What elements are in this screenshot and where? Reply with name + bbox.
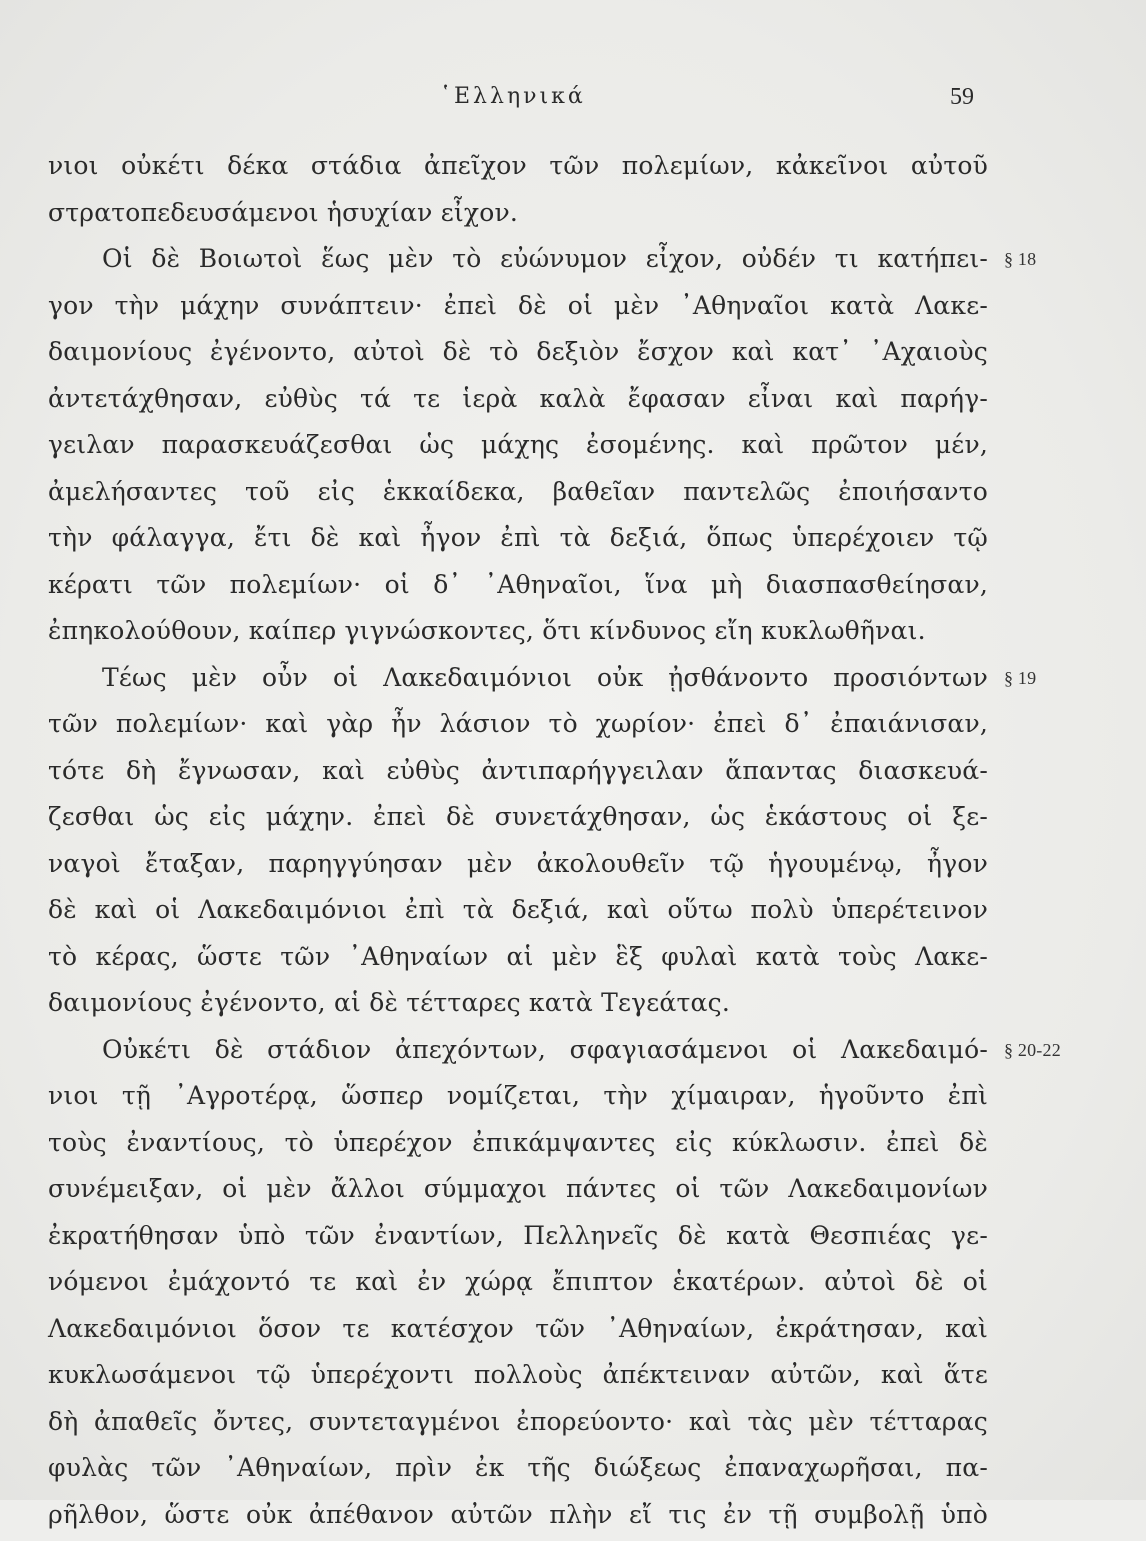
page-header: [0, 84, 1146, 114]
text-line: [48, 1123, 988, 1170]
text-line: [48, 1076, 988, 1123]
text-line: [48, 565, 988, 612]
text-line-content: Τέως μὲν οὖν οἱ Λακεδαιμόνιοι οὐκ ᾐσθάνοντο προσιόντων: [102, 663, 988, 692]
text-line: [48, 1448, 988, 1495]
text-line: [48, 425, 988, 472]
section-marker: § 18: [1004, 239, 1036, 279]
text-line-content: Οὐκέτι δὲ στάδιον ἀπεχόντων, σφαγιασάμενοι οἱ Λακεδαιμό-: [102, 1035, 988, 1064]
text-line: [48, 1495, 988, 1541]
text-line: [48, 1309, 988, 1356]
text-line: [48, 1262, 988, 1309]
text-line-content: τὴν φάλαγγα, ἔτι δὲ καὶ ἦγον ἐπὶ τὰ δεξιά, ὅπως ὑπερέχοιεν τῷ: [48, 523, 988, 552]
text-line: [48, 1216, 988, 1263]
text-line-content: τότε δὴ ἔγνωσαν, καὶ εὐθὺς ἀντιπαρήγγειλαν ἅπαντας διασκευά-: [48, 756, 988, 785]
text-line: [48, 983, 988, 1030]
text-line: [48, 1355, 988, 1402]
text-line-content: τὸ κέρας, ὥστε τῶν ᾿Αθηναίων αἱ μὲν ἓξ φυλαὶ κατὰ τοὺς Λακε-: [48, 942, 988, 971]
text-line-content: ἐπηκολούθουν, καίπερ γιγνώσκοντες, ὅτι κίνδυνος εἴη κυκλωθῆναι.: [48, 616, 926, 645]
text-line-content: ρῆλθον, ὥστε οὐκ ἀπέθανον αὐτῶν πλὴν εἴ τις ἐν τῇ συμβολῇ ὑπὸ: [48, 1500, 988, 1529]
text-line: [48, 704, 988, 751]
text-line: [48, 1030, 988, 1077]
text-line: [48, 332, 988, 379]
text-line: [48, 890, 988, 937]
text-line: [48, 146, 988, 193]
text-line-content: νιοι τῇ ᾿Αγροτέρᾳ, ὥσπερ νομίζεται, τὴν χίμαιραν, ἡγοῦντο ἐπὶ: [48, 1081, 988, 1110]
text-line-content: γον τὴν μάχην συνάπτειν· ἐπεὶ δὲ οἱ μὲν ᾿Αθηναῖοι κατὰ Λακε-: [48, 291, 988, 320]
text-line-content: ζεσθαι ὡς εἰς μάχην. ἐπεὶ δὲ συνετάχθησαν, ὡς ἑκάστους οἱ ξε-: [48, 802, 988, 831]
text-line-content: ἐκρατήθησαν ὑπὸ τῶν ἐναντίων, Πελληνεῖς δὲ κατὰ Θεσπιέας γε-: [48, 1221, 988, 1250]
text-line-content: συνέμειξαν, οἱ μὲν ἄλλοι σύμμαχοι πάντες οἱ τῶν Λακεδαιμονίων: [48, 1174, 988, 1203]
text-line: [48, 472, 988, 519]
section-marker: § 20-22: [1004, 1030, 1061, 1070]
text-line: [48, 379, 988, 426]
text-line-content: Λακεδαιμόνιοι ὅσον τε κατέσχον τῶν ᾿Αθηναίων, ἐκράτησαν, καὶ: [48, 1314, 988, 1343]
text-line-content: κυκλωσάμενοι τῷ ὑπερέχοντι πολλοὺς ἀπέκτειναν αὐτῶν, καὶ ἅτε: [48, 1360, 988, 1389]
text-line: [48, 937, 988, 984]
text-line: [48, 797, 988, 844]
text-line-content: στρατοπεδευσάμενοι ἡσυχίαν εἶχον.: [48, 198, 518, 227]
text-line-content: Οἱ δὲ Βοιωτοὶ ἕως μὲν τὸ εὐώνυμον εἶχον, οὐδέν τι κατήπει-: [102, 244, 988, 273]
running-title: ῾Ελληνικά: [440, 84, 586, 109]
text-line: [48, 193, 988, 240]
text-line-content: δὲ καὶ οἱ Λακεδαιμόνιοι ἐπὶ τὰ δεξιά, καὶ οὕτω πολὺ ὑπερέτεινον: [48, 895, 988, 924]
page-number: 59: [950, 84, 974, 111]
text-line-content: τῶν πολεμίων· καὶ γὰρ ἦν λάσιον τὸ χωρίον· ἐπεὶ δ᾿ ἐπαιάνισαν,: [48, 709, 988, 738]
text-line: [48, 518, 988, 565]
text-line-content: ἀμελήσαντες τοῦ εἰς ἑκκαίδεκα, βαθεῖαν παντελῶς ἐποιήσαντο: [48, 477, 988, 506]
text-line: [48, 844, 988, 891]
text-line-content: κέρατι τῶν πολεμίων· οἱ δ᾿ ᾿Αθηναῖοι, ἵνα μὴ διασπασθείησαν,: [48, 570, 988, 599]
text-line: [48, 658, 988, 705]
text-line-content: φυλὰς τῶν ᾿Αθηναίων, πρὶν ἐκ τῆς διώξεως ἐπαναχωρῆσαι, πα-: [48, 1453, 988, 1482]
text-body: [48, 146, 988, 1541]
text-line: [48, 1169, 988, 1216]
text-line: [48, 286, 988, 333]
text-line: [48, 751, 988, 798]
text-line: [48, 239, 988, 286]
text-line-content: τοὺς ἐναντίους, τὸ ὑπερέχον ἐπικάμψαντες εἰς κύκλωσιν. ἐπεὶ δὲ: [48, 1128, 988, 1157]
text-line: [48, 1402, 988, 1449]
text-line-content: γειλαν παρασκευάζεσθαι ὡς μάχης ἐσομένης. καὶ πρῶτον μέν,: [48, 430, 988, 459]
text-line-content: δὴ ἀπαθεῖς ὄντες, συντεταγμένοι ἐπορεύοντο· καὶ τὰς μὲν τέτταρας: [48, 1407, 988, 1436]
text-line-content: ἀντετάχθησαν, εὐθὺς τά τε ἱερὰ καλὰ ἔφασαν εἶναι καὶ παρήγ-: [48, 384, 988, 413]
section-marker: § 19: [1004, 658, 1036, 698]
text-line-content: δαιμονίους ἐγένοντο, αὐτοὶ δὲ τὸ δεξιὸν ἔσχον καὶ κατ᾿ ᾿Αχαιοὺς: [48, 337, 988, 366]
text-line: [48, 611, 988, 658]
text-line-content: δαιμονίους ἐγένοντο, αἱ δὲ τέτταρες κατὰ Τεγεάτας.: [48, 988, 730, 1017]
text-line-content: ναγοὶ ἔταξαν, παρηγγύησαν μὲν ἀκολουθεῖν τῷ ἡγουμένῳ, ἦγον: [48, 849, 988, 878]
text-line-content: νόμενοι ἐμάχοντό τε καὶ ἐν χώρᾳ ἔπιπτον ἑκατέρων. αὐτοὶ δὲ οἱ: [48, 1267, 988, 1296]
text-line-content: νιοι οὐκέτι δέκα στάδια ἀπεῖχον τῶν πολεμίων, κἀκεῖνοι αὐτοῦ: [48, 151, 988, 180]
